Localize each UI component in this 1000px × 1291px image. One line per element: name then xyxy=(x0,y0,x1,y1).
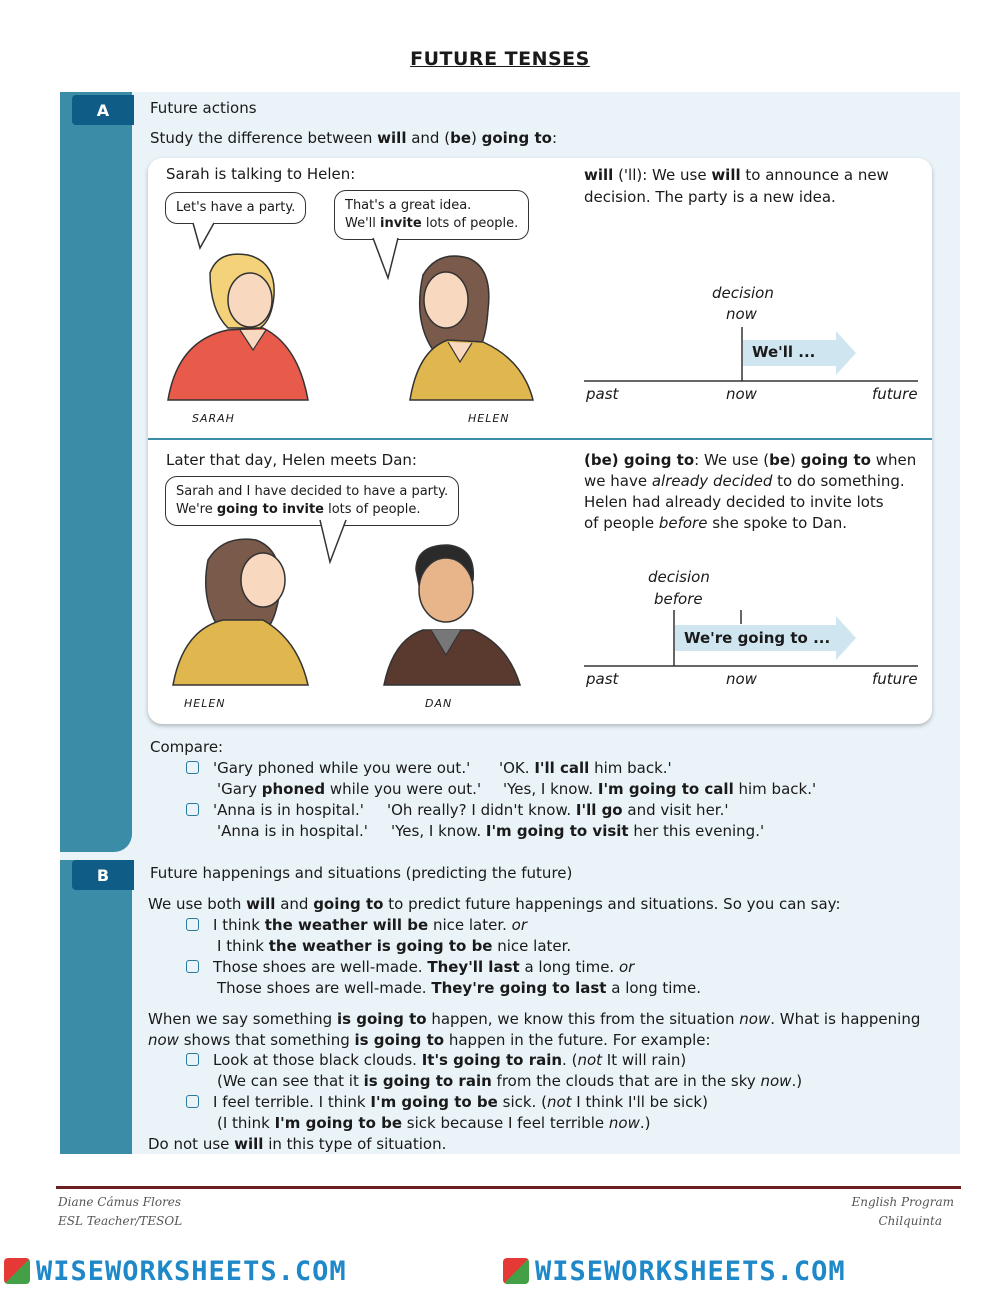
section-b-line-5: Those shoes are well-made. They're going to last a long time. xyxy=(217,979,702,997)
checkbox-icon xyxy=(186,803,199,816)
brand-logo-icon xyxy=(503,1258,529,1284)
footer-rule xyxy=(56,1186,961,1189)
compare-row-1: 'Gary phoned while you were out.' 'OK. I'll call him back.' xyxy=(186,758,672,779)
helen-dan-illustration xyxy=(148,440,548,720)
timeline2-now: now xyxy=(726,670,757,688)
section-b-line-10: I feel terrible. I think I'm going to be sick. (not I think I'll be sick) xyxy=(186,1092,708,1113)
checkbox-icon xyxy=(186,1053,199,1066)
section-b-line-3: I think the weather is going to be nice later. xyxy=(217,937,572,955)
caption-dan: DAN xyxy=(425,697,453,710)
section-b-line-2: I think the weather will be nice later. or xyxy=(186,915,527,936)
helen-figure xyxy=(410,256,533,400)
section-b-heading: Future happenings and situations (predicting the future) xyxy=(150,864,573,882)
sarah-helen-illustration xyxy=(148,150,548,440)
section-b-tab: B xyxy=(72,860,134,890)
speech-bubble-helen-dan: Sarah and I have decided to have a party. We're going to invite lots of people. xyxy=(165,476,459,526)
compare-label: Compare: xyxy=(150,738,224,756)
checkbox-icon xyxy=(186,1095,199,1108)
compare-row-4: 'Anna is in hospital.' 'Yes, I know. I'm going to visit her this evening.' xyxy=(217,822,765,840)
panel2-lead: Later that day, Helen meets Dan: xyxy=(166,451,417,469)
dan-figure xyxy=(384,545,520,685)
timeline1-past: past xyxy=(586,385,619,403)
timeline2-past: past xyxy=(586,670,619,688)
brand-logo-icon xyxy=(4,1258,30,1284)
section-b-line-12: Do not use will in this type of situation. xyxy=(148,1135,447,1153)
compare-row-2: 'Gary phoned while you were out.' 'Yes, I know. I'm going to call him back.' xyxy=(217,780,817,798)
section-b-line-4: Those shoes are well-made. They'll last a long time. or xyxy=(186,957,634,978)
timeline2-decision: decision xyxy=(648,568,710,586)
speech-bubble-sarah: Let's have a party. xyxy=(165,192,306,224)
section-b-line-6: When we say something is going to happen, we know this from the situation now. What is happening xyxy=(148,1010,921,1028)
panel1-lead: Sarah is talking to Helen: xyxy=(166,165,356,183)
going-to-arrow-label: We're going to ... xyxy=(684,629,831,647)
section-b-line-9: (We can see that it is going to rain from the clouds that are in the sky now.) xyxy=(217,1072,803,1090)
caption-sarah: SARAH xyxy=(192,412,235,425)
page-title: FUTURE TENSES xyxy=(410,48,590,70)
going-to-explanation: (be) going to: We use (be) going to when we have already decided to do something. Helen had already decided to invite lots of people before she spoke to Dan. xyxy=(584,451,917,532)
brand-watermark-left: WISEWORKSHEETS.COM xyxy=(4,1256,347,1287)
footer-author: Diane Cámus Flores ESL Teacher/TESOL xyxy=(58,1195,183,1228)
timeline1-decision: decision xyxy=(712,284,774,302)
section-b-line-1: We use both will and going to to predict future happenings and situations. So you can say: xyxy=(148,895,841,913)
section-b-sidebar xyxy=(60,860,132,1154)
will-arrow-label: We'll ... xyxy=(752,343,816,361)
timeline1-future: future xyxy=(872,385,918,403)
footer-program: English Program Chilquinta xyxy=(851,1195,954,1228)
checkbox-icon xyxy=(186,960,199,973)
timeline2-before: before xyxy=(654,590,703,608)
section-a-tab: A xyxy=(72,95,134,125)
checkbox-icon xyxy=(186,761,199,774)
speech-bubble-helen: That's a great idea. We'll invite lots of people. xyxy=(334,190,529,240)
brand-watermark-right: WISEWORKSHEETS.COM xyxy=(503,1256,846,1287)
timeline1-now: now xyxy=(726,385,757,403)
timeline2-future: future xyxy=(872,670,918,688)
section-a-sidebar xyxy=(60,92,132,852)
section-a-heading: Future actions xyxy=(150,99,257,117)
section-b-line-7: now shows that something is going to happen in the future. For example: xyxy=(148,1031,711,1049)
caption-helen-2: HELEN xyxy=(184,697,226,710)
checkbox-icon xyxy=(186,918,199,931)
section-b-line-8: Look at those black clouds. It's going to rain. (not It will rain) xyxy=(186,1050,686,1071)
helen-figure-2 xyxy=(173,539,308,685)
compare-row-3: 'Anna is in hospital.' 'Oh really? I didn't know. I'll go and visit her.' xyxy=(186,800,728,821)
timeline1-now-top: now xyxy=(726,305,757,323)
section-a-intro: Study the difference between will and (be) going to: xyxy=(150,129,557,147)
caption-helen: HELEN xyxy=(468,412,510,425)
will-explanation: will ('ll): We use will to announce a new decision. The party is a new idea. xyxy=(584,166,889,206)
section-b-line-11: (I think I'm going to be sick because I feel terrible now.) xyxy=(217,1114,651,1132)
sarah-figure xyxy=(168,254,308,400)
